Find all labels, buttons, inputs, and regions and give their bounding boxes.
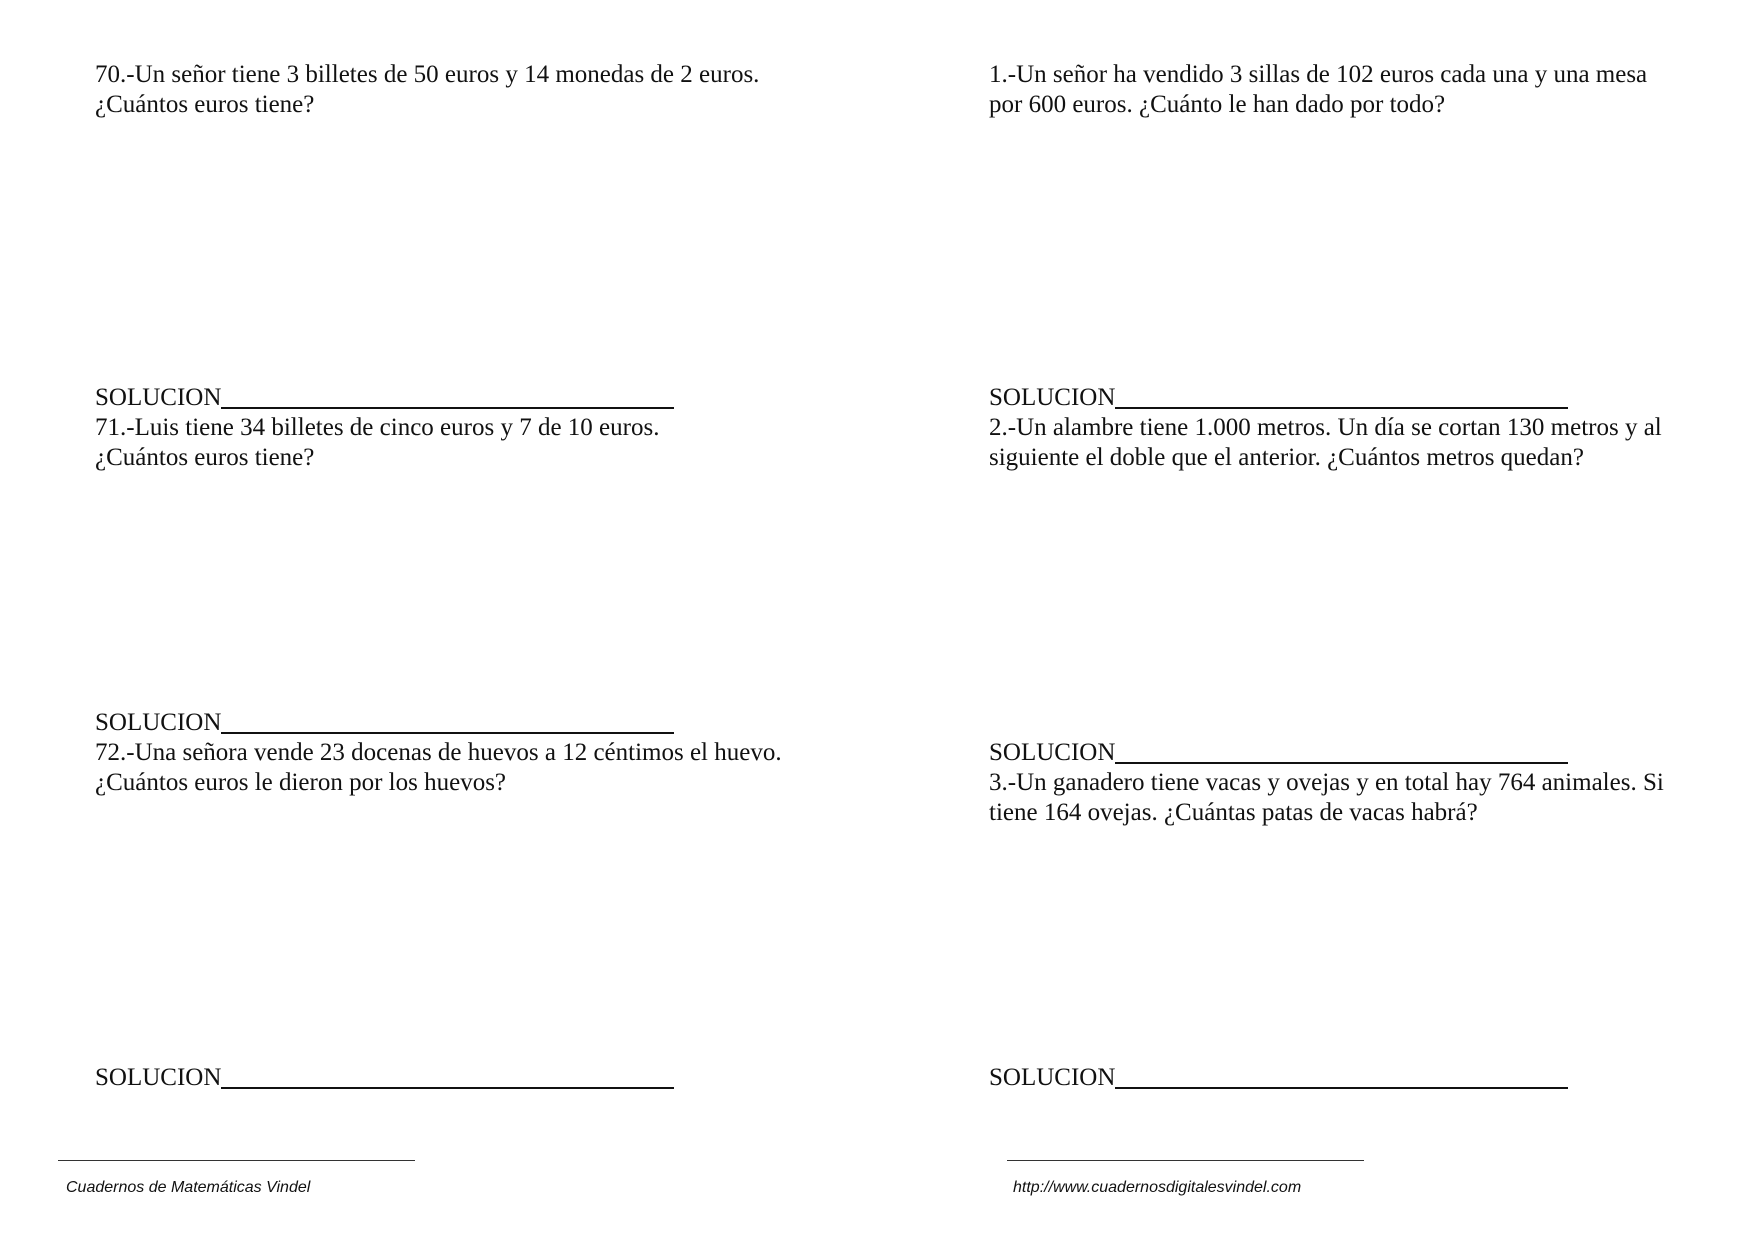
- footer-rule-right: [1007, 1160, 1364, 1161]
- right-column: [989, 0, 1729, 1240]
- solution-label: SOLUCION: [95, 384, 222, 411]
- solution-field-70[interactable]: [95, 383, 674, 413]
- solution-field-71[interactable]: [95, 708, 674, 738]
- answer-line: [1115, 762, 1568, 764]
- problem-1: 1.-Un señor ha vendido 3 sillas de 102 euros cada una y una mesa por 600 euros. ¿Cuánto le han dado por todo?: [989, 61, 1648, 118]
- answer-line: [221, 1087, 674, 1089]
- left-column: [95, 0, 835, 1240]
- problem-72: 72.-Una señora vende 23 docenas de huevos a 12 céntimos el huevo. ¿Cuántos euros le dieron por los huevos?: [95, 739, 782, 796]
- footer-website-link[interactable]: http://www.cuadernosdigitalesvindel.com: [1013, 1179, 1302, 1196]
- answer-line: [1115, 1087, 1568, 1089]
- problem-70: 70.-Un señor tiene 3 billetes de 50 euros y 14 monedas de 2 euros. ¿Cuántos euros tiene?: [95, 61, 760, 118]
- solution-label: SOLUCION: [989, 384, 1116, 411]
- solution-label: SOLUCION: [989, 739, 1116, 766]
- solution-field-3[interactable]: [989, 1063, 1568, 1093]
- answer-line: [221, 732, 674, 734]
- solution-label: SOLUCION: [95, 1064, 222, 1091]
- solution-field-72[interactable]: [95, 1063, 674, 1093]
- answer-line: [221, 407, 674, 409]
- solution-field-2[interactable]: [989, 738, 1568, 768]
- solution-field-1[interactable]: [989, 383, 1568, 413]
- footer-rule-left: [58, 1160, 415, 1161]
- solution-label: SOLUCION: [95, 709, 222, 736]
- problem-71: 71.-Luis tiene 34 billetes de cinco euros y 7 de 10 euros. ¿Cuántos euros tiene?: [95, 414, 660, 471]
- problem-3: 3.-Un ganadero tiene vacas y ovejas y en total hay 764 animales. Si tiene 164 ovejas. ¿Cuántas patas de vacas habrá?: [989, 769, 1664, 826]
- footer-publisher: Cuadernos de Matemáticas Vindel: [66, 1179, 311, 1196]
- answer-line: [1115, 407, 1568, 409]
- solution-label: SOLUCION: [989, 1064, 1116, 1091]
- problem-2: 2.-Un alambre tiene 1.000 metros. Un día se cortan 130 metros y al siguiente el doble que el anterior. ¿Cuántos metros quedan?: [989, 414, 1662, 471]
